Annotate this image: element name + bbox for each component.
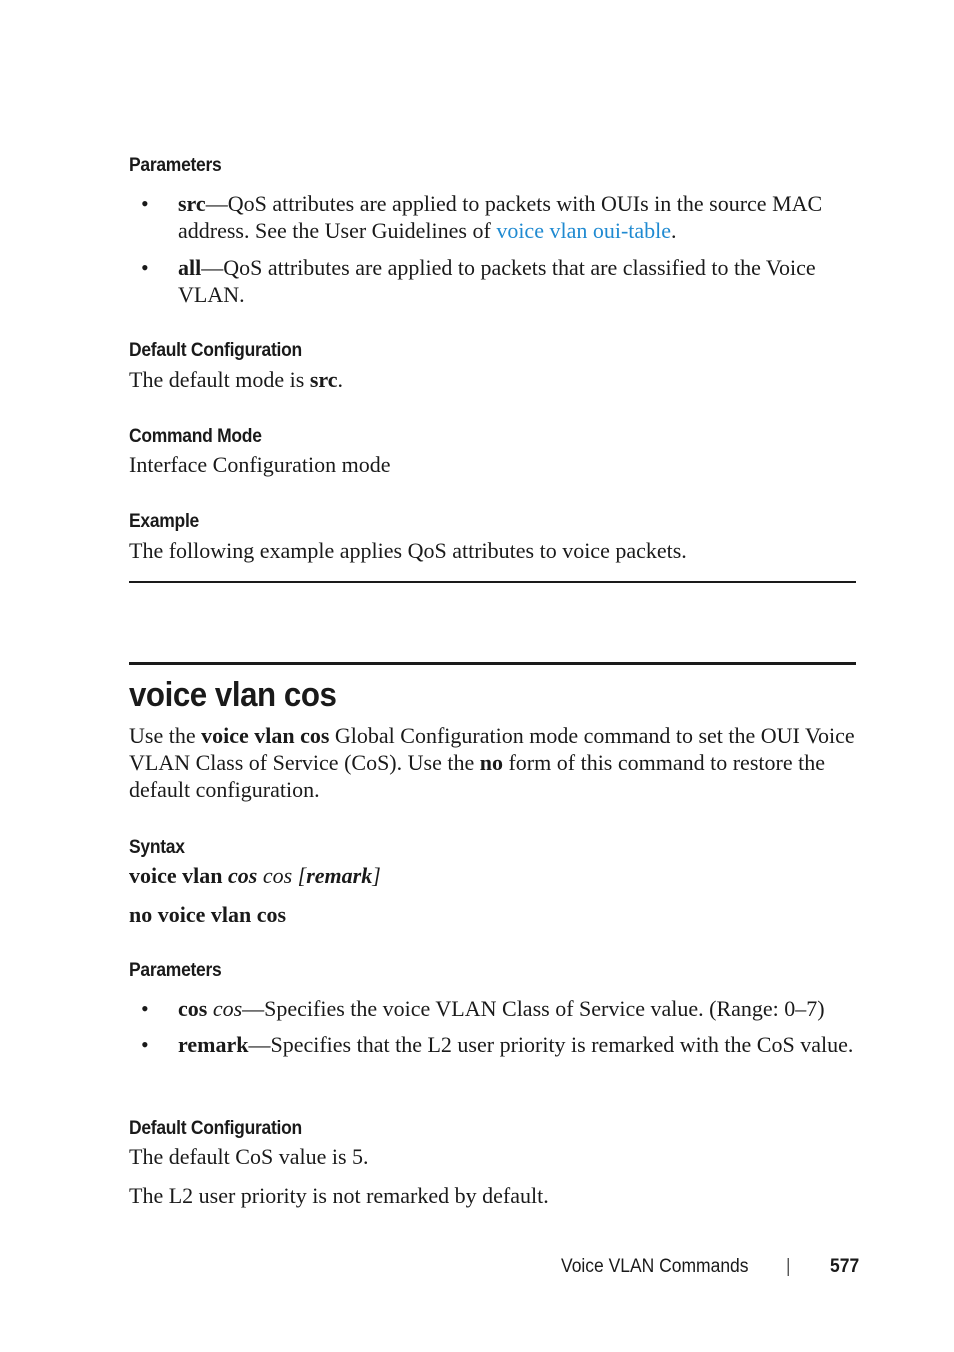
- page-number: 577: [830, 1256, 860, 1277]
- param-description: —QoS attributes are applied to packets that are classified to the Voice VLAN.: [178, 255, 816, 307]
- param-term: all: [178, 255, 202, 280]
- list-item: [129, 995, 859, 1022]
- example-text: The following example applies QoS attributes to voice packets.: [129, 538, 687, 563]
- default-configuration-text: The default CoS value is 5.: [129, 1144, 369, 1169]
- footer-separator: |: [786, 1256, 791, 1277]
- default-configuration-heading: Default Configuration: [129, 340, 302, 361]
- param-argument: cos: [207, 996, 243, 1021]
- command-description: Use the voice vlan cos Global Configuration mode command to set the OUI Voice VLAN Class of Service (CoS). Use the no form of this command to restore the default configuration.: [129, 723, 855, 802]
- param-description: —QoS attributes are applied to packets with OUIs in the source MAC address. See the User Guidelines of: [178, 191, 823, 243]
- bullet-icon: •: [141, 255, 149, 280]
- command-mode-heading: Command Mode: [129, 426, 262, 447]
- command-mode-text: Interface Configuration mode: [129, 452, 391, 477]
- example-heading: Example: [129, 511, 199, 532]
- bullet-icon: •: [141, 996, 149, 1021]
- bullet-icon: •: [141, 191, 149, 216]
- page-title: voice vlan cos: [129, 676, 337, 714]
- syntax-heading: Syntax: [129, 837, 185, 858]
- default-configuration-heading: Default Configuration: [129, 1118, 302, 1139]
- param-term: src: [178, 191, 206, 216]
- list-item: [129, 254, 859, 308]
- voice-vlan-oui-table-link[interactable]: voice vlan oui-table: [496, 218, 672, 243]
- section-divider: [129, 581, 856, 583]
- default-configuration-text: The default mode is src.: [129, 367, 344, 392]
- param-description: —Specifies that the L2 user priority is remarked with the CoS value.: [248, 1032, 854, 1057]
- title-rule: [129, 662, 856, 665]
- list-item: [129, 1031, 859, 1085]
- param-term: remark: [178, 1032, 249, 1057]
- param-term: cos: [178, 996, 208, 1021]
- footer-chapter: Voice VLAN Commands: [561, 1256, 749, 1277]
- bullet-icon: •: [141, 1032, 149, 1057]
- syntax-command: voice vlan cos cos [remark]: [129, 863, 381, 888]
- param-description: —Specifies the voice VLAN Class of Service value. (Range: 0–7): [242, 996, 825, 1021]
- parameters-heading: Parameters: [129, 155, 222, 176]
- default-configuration-note: The L2 user priority is not remarked by default.: [129, 1183, 549, 1208]
- parameters-heading: Parameters: [129, 960, 222, 981]
- list-item: • src—QoS attributes are applied to packets with OUIs in the source MAC address. See the User Guidelines of voice vlan oui-table.: [141, 191, 823, 243]
- syntax-no-command: no voice vlan cos: [129, 902, 287, 927]
